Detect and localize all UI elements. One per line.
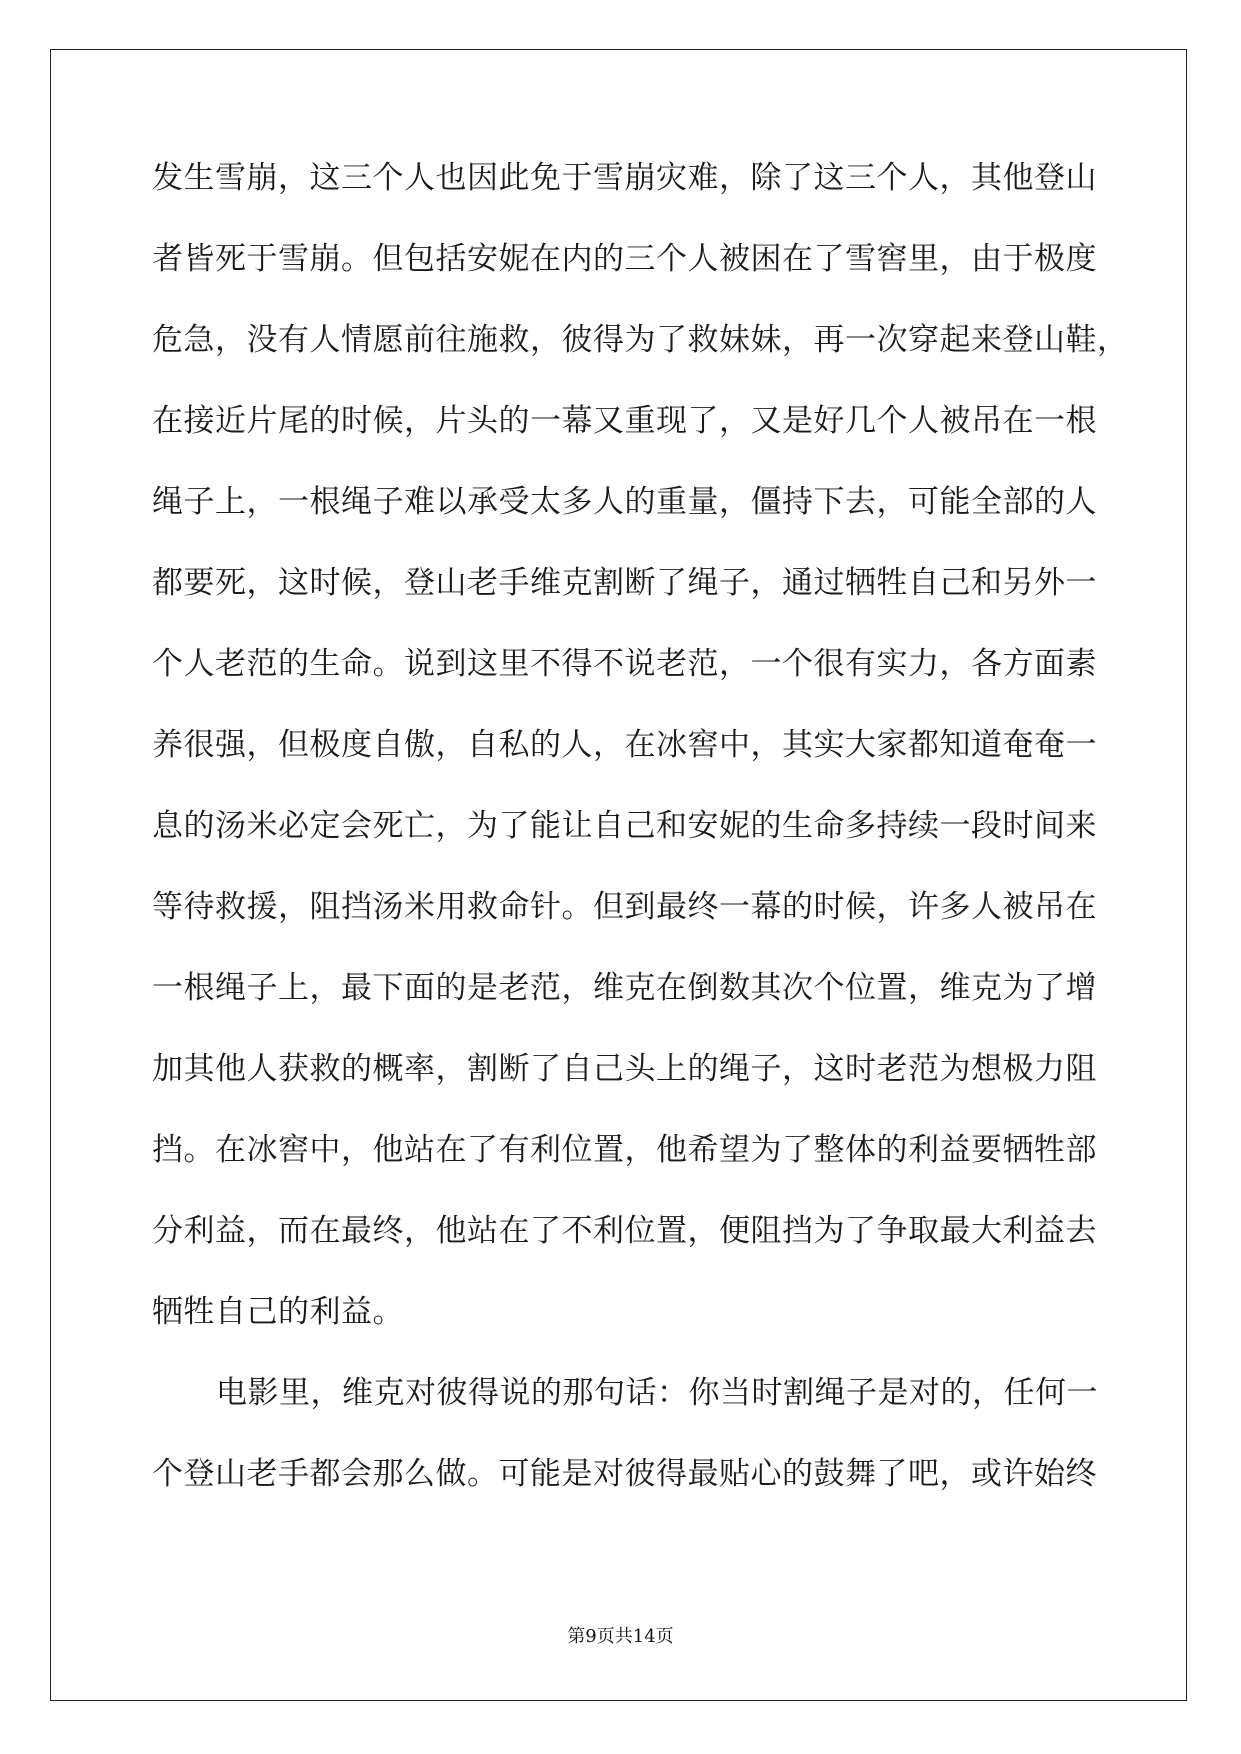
text-line: 加其他人获救的概率，割断了自己头上的绳子，这时老范为想极力阻 <box>152 1051 1097 1087</box>
text-line: 等待救援，阻挡汤米用救命针。但到最终一幕的时候，许多人被吊在 <box>152 889 1097 925</box>
page-footer <box>0 1622 1241 1648</box>
page-number: 第9页 <box>567 1626 615 1647</box>
text-line: 绳子上，一根绳子难以承受太多人的重量，僵持下去，可能全部的人 <box>152 484 1097 520</box>
text-line: 牺牲自己的利益。 <box>152 1294 404 1330</box>
page-total: 共14页 <box>614 1626 674 1647</box>
text-line: 都要死，这时候，登山老手维克割断了绳子，通过牺牲自己和另外一 <box>152 565 1097 601</box>
text-line: 挡。在冰窖中，他站在了有利位置，他希望为了整体的利益要牺牲部 <box>152 1132 1097 1168</box>
text-line: 在接近片尾的时候，片头的一幕又重现了，又是好几个人被吊在一根 <box>152 403 1097 439</box>
paragraph-2 <box>152 1373 1098 1535</box>
document-body <box>152 158 1129 1535</box>
text-line: 一根绳子上，最下面的是老范，维克在倒数其次个位置，维克为了增 <box>152 970 1097 1006</box>
text-line: 发生雪崩，这三个人也因此免于雪崩灾难，除了这三个人，其他登山 <box>152 160 1097 196</box>
text-line: 息的汤米必定会死亡，为了能让自己和安妮的生命多持续一段时间来 <box>152 808 1097 844</box>
text-line: 个登山老手都会那么做。可能是对彼得最贴心的鼓舞了吧，或许始终 <box>152 1456 1097 1492</box>
text-line: 个人老范的生命。说到这里不得不说老范，一个很有实力，各方面素 <box>152 646 1097 682</box>
text-line: 分利益，而在最终，他站在了不利位置，便阻挡为了争取最大利益去 <box>152 1213 1097 1249</box>
text-line: 电影里，维克对彼得说的那句话：你当时割绳子是对的，任何一 <box>216 1375 1098 1411</box>
text-line: 养很强，但极度自傲，自私的人，在冰窖中，其实大家都知道奄奄一 <box>152 727 1097 763</box>
text-line: 者皆死于雪崩。但包括安妮在内的三个人被困在了雪窖里，由于极度 <box>152 241 1097 277</box>
text-line: 危急，没有人情愿前往施救，彼得为了救妹妹，再一次穿起来登山鞋， <box>152 322 1129 358</box>
paragraph-1 <box>152 158 1129 1373</box>
